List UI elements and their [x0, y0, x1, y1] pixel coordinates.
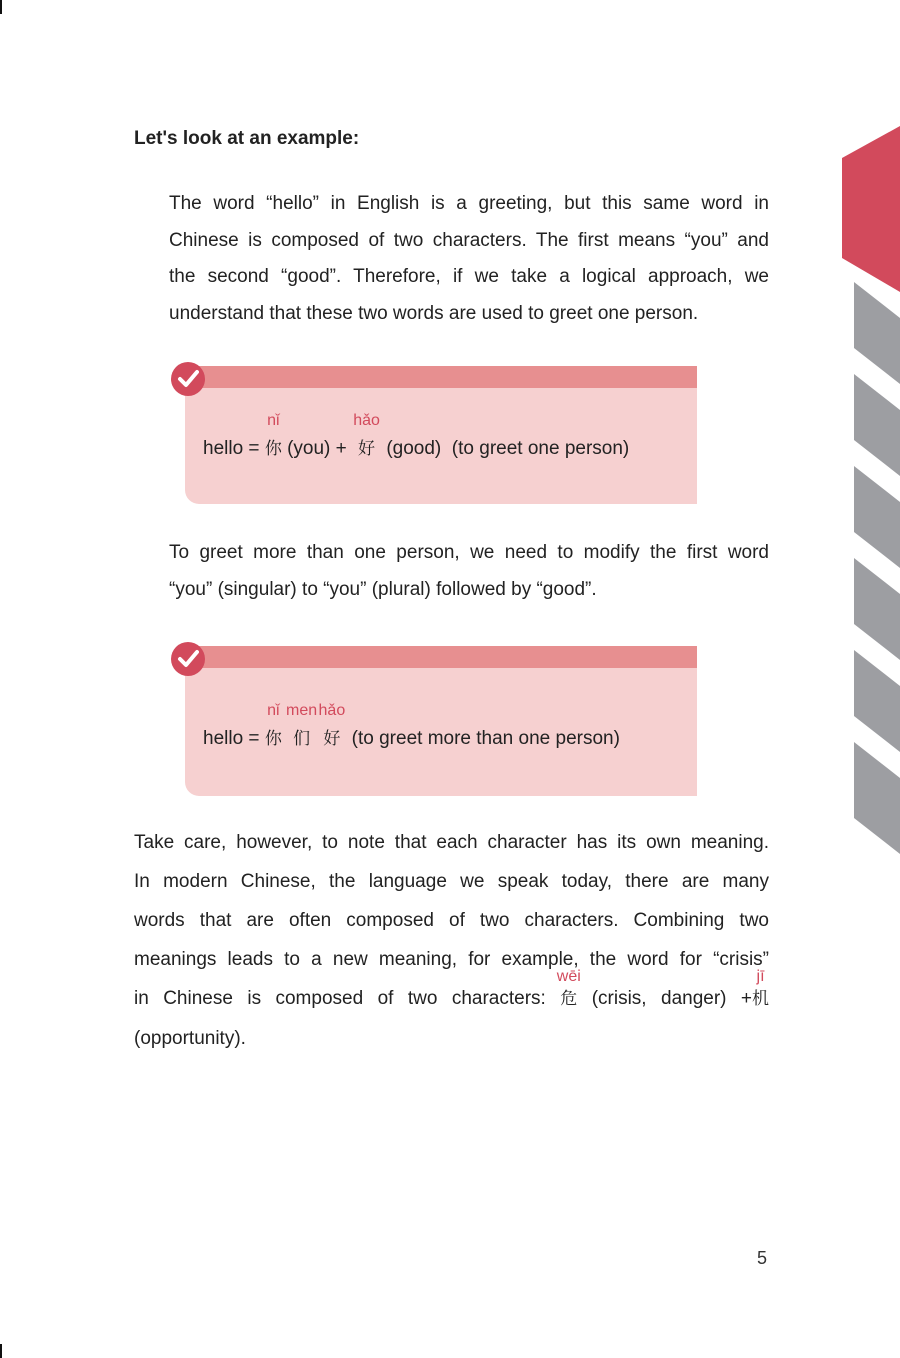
example-box-many-people [185, 646, 697, 796]
page-number: 5 [757, 1248, 768, 1268]
chapter-tab [854, 374, 900, 476]
paragraph-crisis [134, 823, 769, 1058]
checkmark-icon [171, 362, 205, 396]
pinyin: nǐ [267, 412, 280, 429]
pinyin: nǐ [267, 702, 280, 719]
character-hao [318, 702, 346, 750]
character-ji [752, 968, 770, 1019]
box-header-bar [185, 366, 697, 388]
paragraph-plural [169, 534, 769, 608]
paragraph-intro [169, 186, 769, 332]
crop-mark-bottom [0, 1344, 2, 1358]
crisis-meaning: (crisis, danger) + [591, 988, 753, 1009]
chapter-tab [854, 742, 900, 854]
character-ni [264, 702, 282, 750]
formula-suffix: (to greet more than one person) [351, 728, 620, 749]
hanzi: 好 [323, 729, 341, 749]
character-hao [353, 412, 380, 460]
text-line: understand that these two words are used to greet one person. [169, 302, 699, 324]
chapter-tab-active [842, 126, 900, 292]
section-heading: Let's look at an example: [134, 128, 360, 149]
character-ni [264, 412, 282, 460]
character-wei [556, 968, 581, 1019]
box-header-bar [185, 646, 697, 668]
text-line: Chinese is composed of two characters. The first means “you” and [169, 229, 769, 251]
chapter-tab [854, 650, 900, 752]
chapter-tab [854, 282, 900, 384]
text-line: (opportunity). [134, 1028, 246, 1049]
text-line: To greet more than one person, we need to modify the first word [169, 542, 769, 563]
formula-meaning: (you) + [287, 438, 347, 459]
formula-prefix: hello = [203, 728, 260, 749]
hanzi: 危 [560, 989, 578, 1009]
side-chapter-tabs [840, 0, 900, 900]
hanzi: 们 [293, 729, 311, 749]
chapter-tab [854, 466, 900, 568]
crop-mark-top [0, 0, 2, 14]
pinyin: hǎo [353, 412, 380, 429]
example-box-one-person [185, 366, 697, 504]
text-line: The word “hello” in English is a greeting, but this same word in [169, 193, 769, 214]
crisis-lead-text: in Chinese is composed of two characters: [134, 988, 546, 1009]
checkmark-icon [171, 642, 205, 676]
text-line: Take care, however, to note that each character has its own meaning. [134, 832, 769, 853]
pinyin: wēi [556, 968, 581, 985]
formula-prefix: hello = [203, 438, 260, 459]
formula [203, 412, 630, 460]
hanzi: 机 [752, 989, 770, 1009]
hanzi: 你 [264, 729, 282, 749]
character-men [286, 702, 318, 750]
text-line-crisis [134, 968, 770, 1019]
pinyin: hǎo [318, 702, 346, 719]
text-line: In modern Chinese, the language we speak today, there are many [134, 871, 769, 892]
hanzi: 你 [264, 439, 282, 459]
hanzi: 好 [358, 439, 376, 459]
text-line: meanings leads to a new meaning, for example, the word for “crisis” [134, 949, 769, 970]
text-line: the second “good”. Therefore, if we take a logical approach, we [169, 266, 769, 287]
pinyin: jī [756, 968, 765, 985]
formula-suffix: (good) (to greet one person) [386, 438, 630, 459]
text-line: “you” (singular) to “you” (plural) followed by “good”. [169, 579, 597, 600]
chapter-tab [854, 558, 900, 660]
text-line: words that are often composed of two characters. Combining two [134, 910, 769, 931]
pinyin: men [286, 702, 318, 719]
formula [203, 702, 620, 750]
